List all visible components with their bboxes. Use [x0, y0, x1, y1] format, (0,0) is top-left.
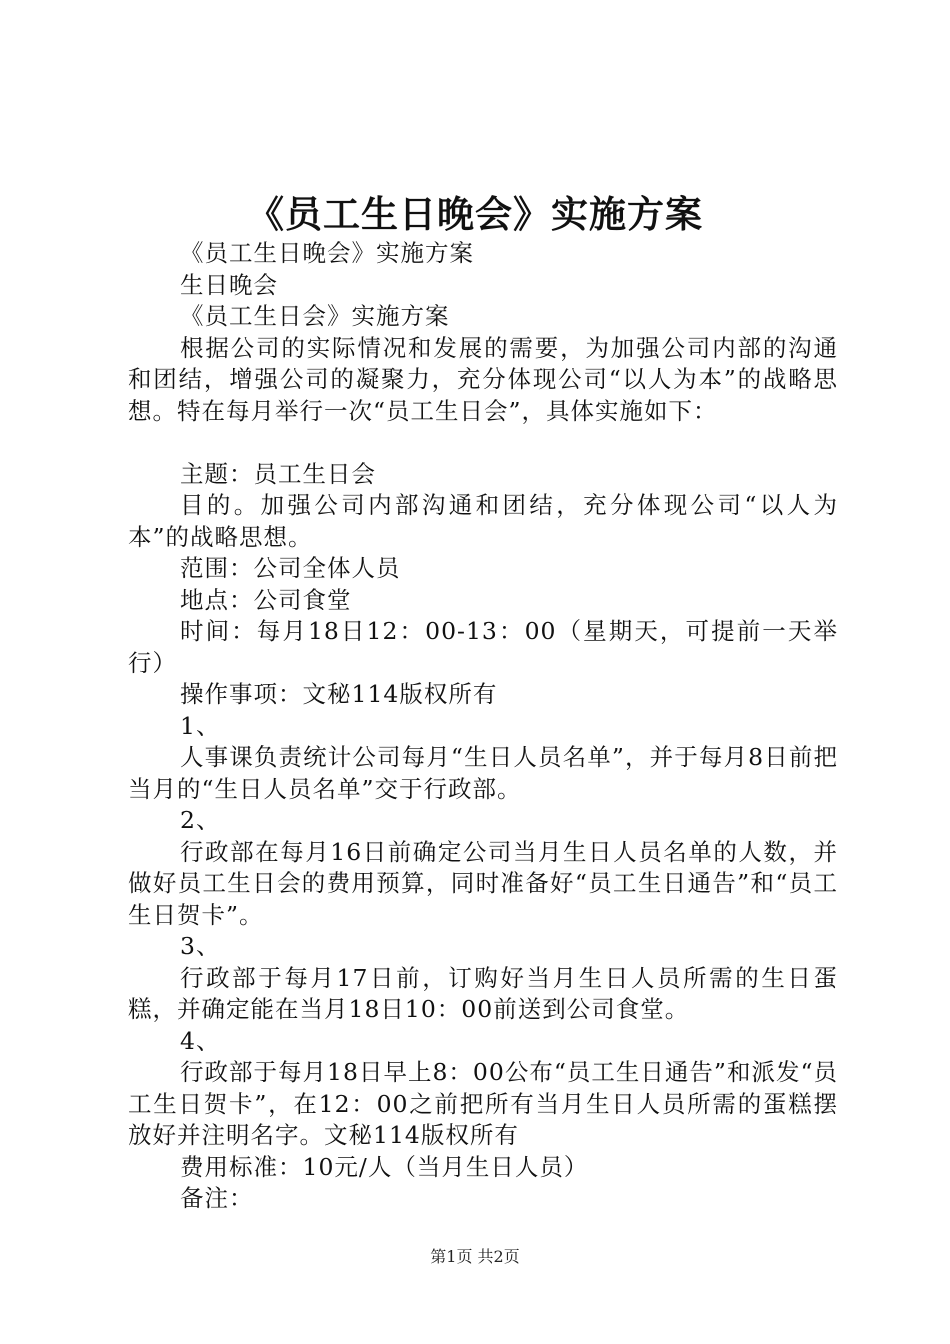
paragraph-theme: 主题：员工生日会: [180, 459, 376, 488]
paragraph-cost: 费用标准：10元/人（当月生日人员）: [180, 1152, 589, 1181]
paragraph-purpose: 目的。加强公司内部沟通和团结，充分体现公司“以人为本”的战略思想。: [128, 491, 838, 551]
list-number: 1、: [180, 711, 221, 740]
list-number: 2、: [180, 806, 221, 834]
page-number: 第1页 共2页: [430, 1247, 520, 1266]
paragraph-plan-name: 《员工生日会》实施方案: [180, 302, 450, 330]
document-title: 《员工生日晚会》实施方案: [247, 192, 703, 236]
paragraph-location: 地点：公司食堂: [180, 585, 352, 614]
paragraph-intro: 根据公司的实际情况和发展的需要，为加强公司内部的沟通和团结，增强公司的凝聚力，充分体现公司“以人为本”的战略思想。特在每月举行一次“员工生日会”，具体实施如下：: [128, 333, 838, 425]
document-body: [128, 238, 838, 1215]
list-item-text: 行政部于每月17日前，订购好当月生日人员所需的生日蛋糕，并确定能在当月18日10：00前送到公司食堂。: [128, 963, 838, 1023]
list-item-text: 人事课负责统计公司每月“生日人员名单”，并于每月8日前把当月的“生日人员名单”交于行政部。: [128, 743, 838, 803]
paragraph-operations: 操作事项：文秘114版权所有: [180, 680, 498, 708]
paragraph-time: 时间：每月18日12：00-13：00（星期天，可提前一天举行）: [128, 617, 838, 677]
list-number: 3、: [180, 932, 221, 960]
paragraph-heading-repeat: 《员工生日晚会》实施方案: [180, 239, 474, 267]
paragraph-notes: 备注：: [180, 1184, 254, 1212]
list-item-text: 行政部于每月18日早上8：00公布“员工生日通告”和派发“员工生日贺卡”，在12：00之前把所有当月生日人员所需的蛋糕摆放好并注明名字。文秘114版权所有: [128, 1058, 838, 1149]
list-item-text: 行政部在每月16日前确定公司当月生日人员名单的人数，并做好员工生日会的费用预算，同时准备好“员工生日通告”和“员工生日贺卡”。: [128, 837, 838, 929]
paragraph-scope: 范围：公司全体人员: [180, 554, 401, 582]
list-number: 4、: [180, 1026, 221, 1055]
paragraph-subtitle: 生日晚会: [180, 270, 278, 299]
